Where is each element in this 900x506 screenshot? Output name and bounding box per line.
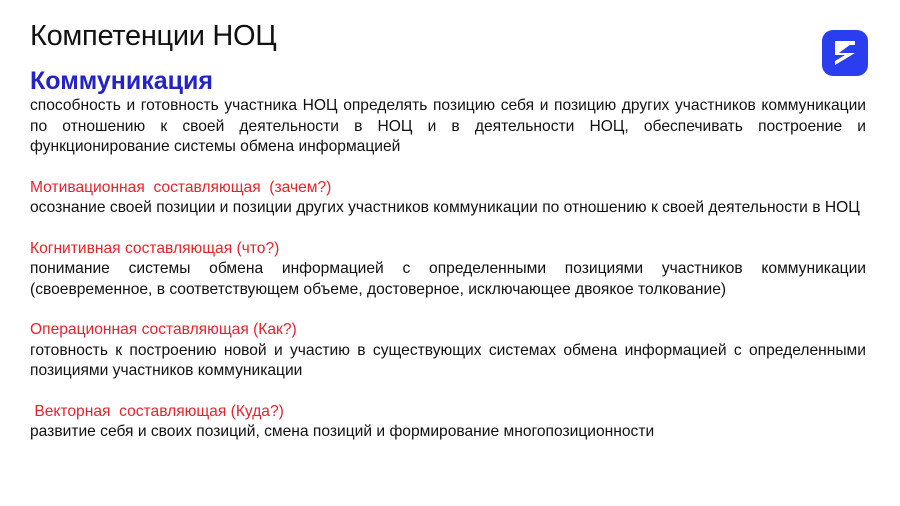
section-motivational: [30, 178, 866, 219]
intro-text: способность и готовность участника НОЦ определять позицию себя и позицию других участников коммуникации по отношению к своей деятельности в НОЦ и в деятельности НОЦ, обеспечивать построение и функционирование системы обмена информацией: [30, 97, 866, 155]
section-heading: Операционная составляющая (Как?): [30, 321, 297, 338]
section-text: осознание своей позиции и позиции других участников коммуникации по отношению к своей деятельности в НОЦ: [30, 199, 860, 216]
content: [30, 66, 866, 443]
section-text: развитие себя и своих позиций, смена позиций и формирование многопозиционности: [30, 423, 655, 440]
section-title: Коммуникация: [30, 67, 213, 95]
section-heading: Мотивационная составляющая (зачем?): [30, 178, 332, 196]
page-title: Компетенции НОЦ: [30, 20, 277, 52]
section-vector: [30, 402, 866, 443]
section-heading: Векторная составляющая (Куда?): [30, 402, 284, 420]
section-text: понимание системы обмена информацией с определенными позициями участников коммуникации (своевременное, в соответствующем объеме, достоверное, исключающее двоякое толкование): [30, 260, 866, 298]
section-text: готовность к построению новой и участию в существующих системах обмена информацией с определенными позициями участников коммуникации: [30, 341, 866, 379]
section-operational: [30, 320, 866, 382]
section-heading: Когнитивная составляющая (что?): [30, 239, 280, 257]
section-cognitive: [30, 239, 866, 301]
